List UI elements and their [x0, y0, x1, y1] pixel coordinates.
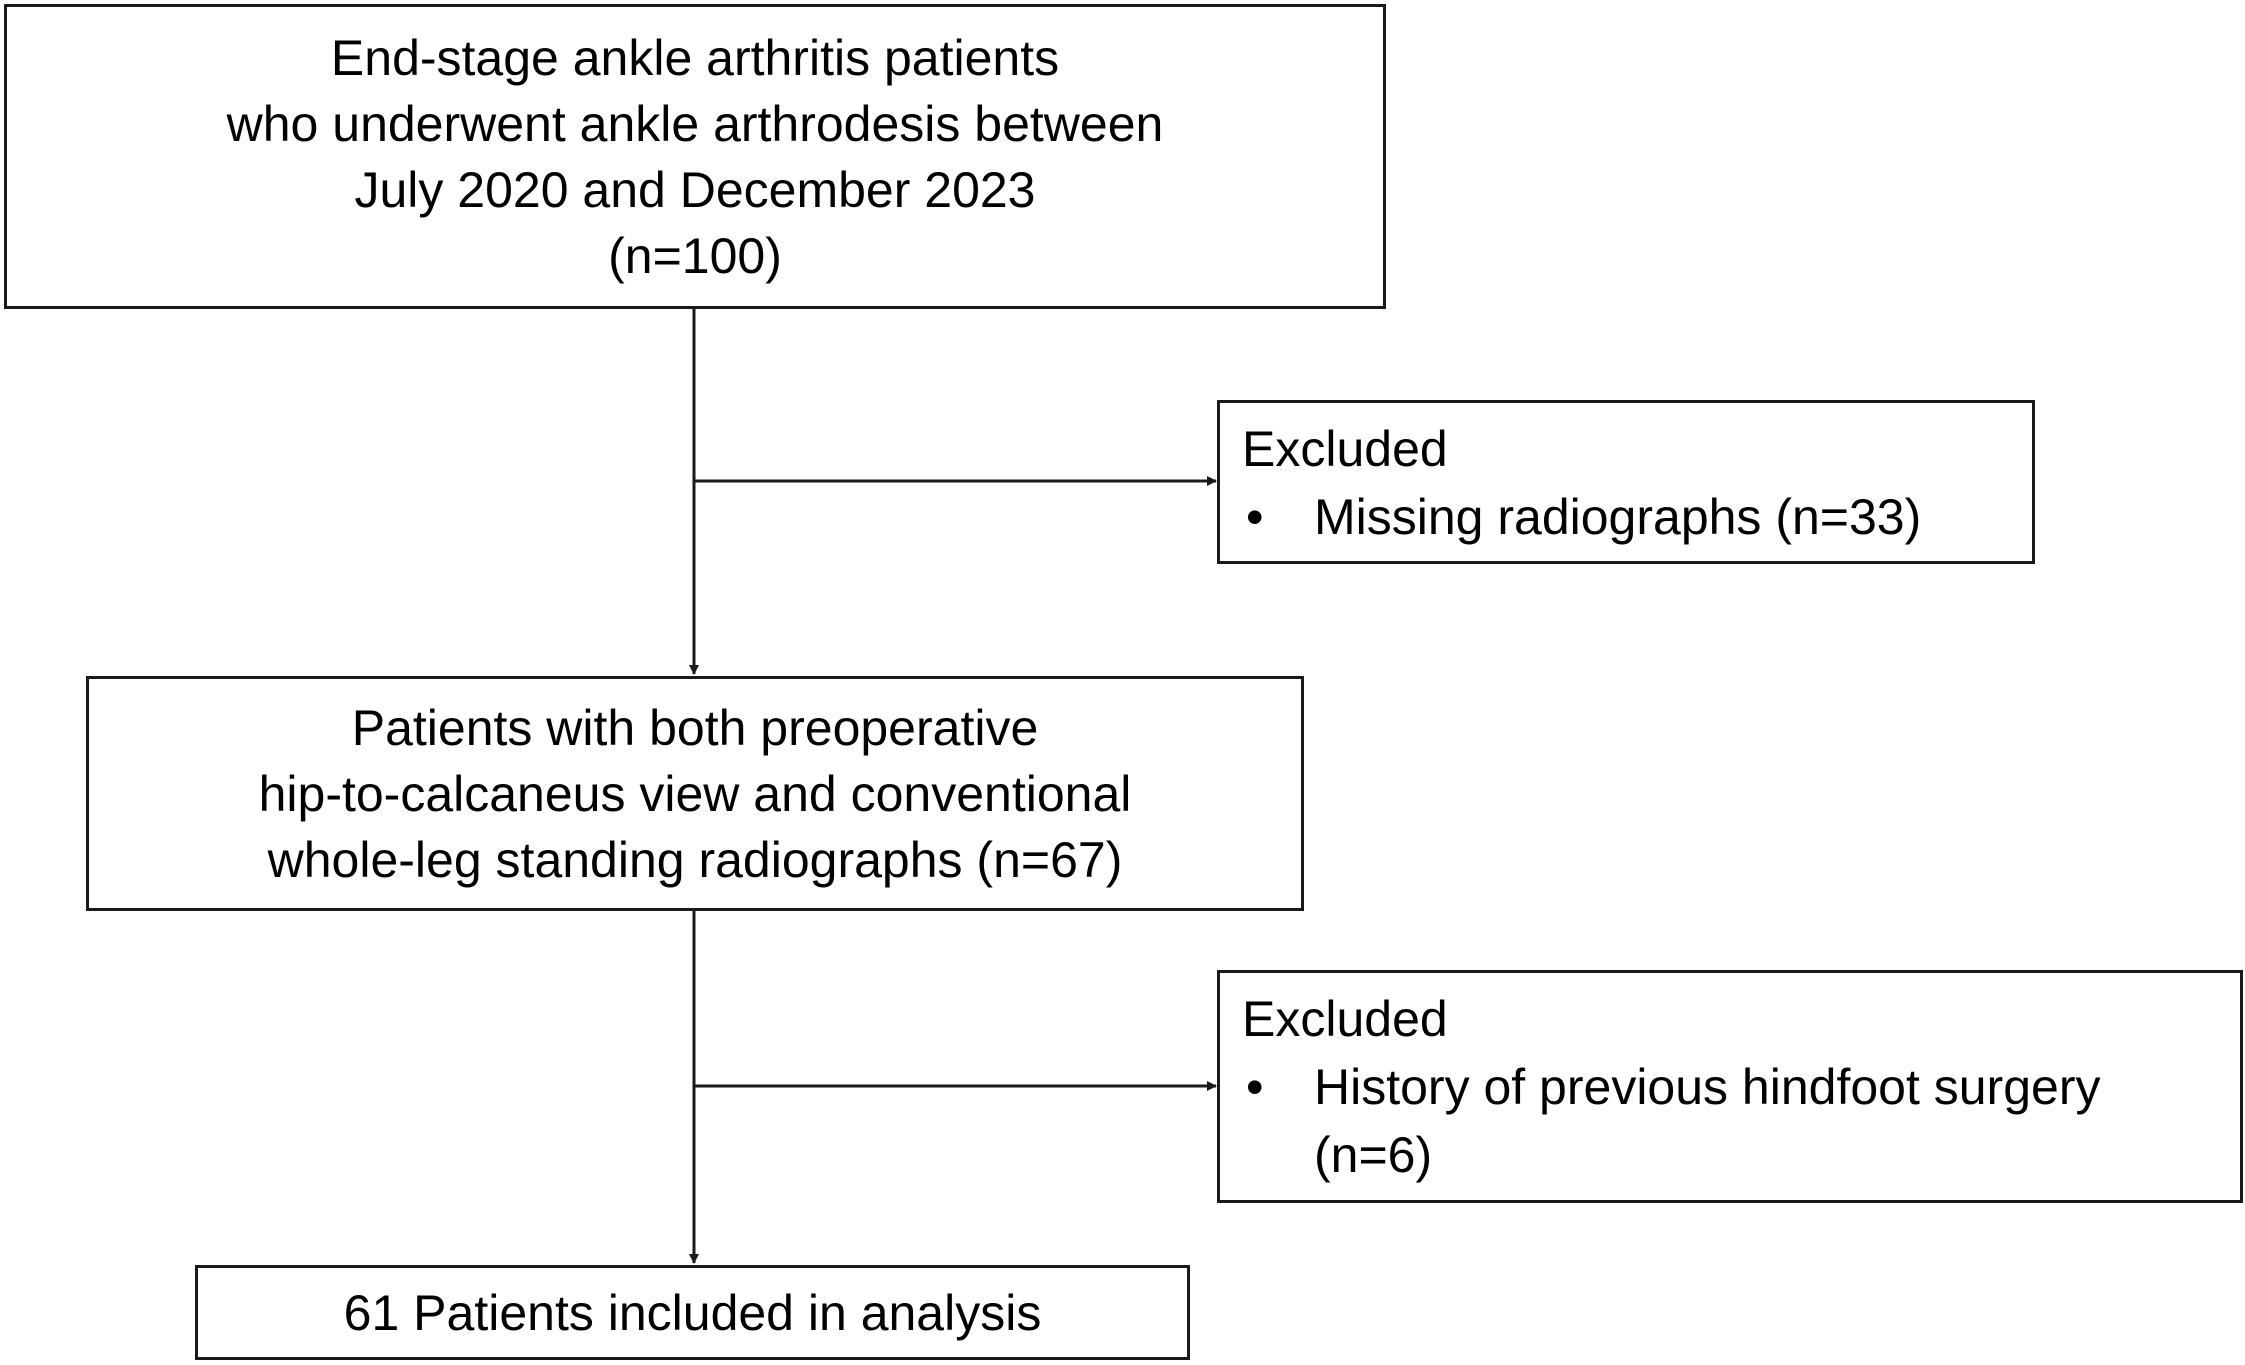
initial-line-3: July 2020 and December 2023: [354, 161, 1036, 218]
excluded-2-count: (n=6): [1314, 1127, 1433, 1183]
excluded-1-reason: Missing radiographs (n=33): [1314, 489, 1922, 545]
initial-population-box: [4, 4, 1386, 309]
initial-line-4: (n=100): [608, 227, 782, 284]
excluded-2-title: Excluded: [1242, 991, 1448, 1047]
excluded-box-2: [1217, 970, 2243, 1203]
final-line-1: 61 Patients included in analysis: [343, 1284, 1042, 1341]
bullet-icon: •: [1246, 489, 1264, 545]
initial-line-2: who underwent ankle arthrodesis between: [226, 95, 1164, 152]
excluded-2-item: [1242, 1053, 2240, 1189]
eligible-line-2: hip-to-calcaneus view and conventional: [258, 765, 1132, 822]
excluded-1-item: [1242, 483, 2032, 551]
excluded-1-title: Excluded: [1242, 421, 1448, 477]
excluded-2-reason: History of previous hindfoot surgery: [1314, 1059, 2101, 1115]
initial-line-1: End-stage ankle arthritis patients: [330, 29, 1060, 86]
excluded-box-1: [1217, 400, 2035, 564]
eligible-patients-box: [86, 676, 1304, 911]
eligible-line-1: Patients with both preoperative: [351, 699, 1039, 756]
eligible-line-3: whole-leg standing radiographs (n=67): [267, 831, 1123, 888]
final-analysis-box: [195, 1265, 1190, 1360]
bullet-icon: •: [1246, 1059, 1264, 1115]
